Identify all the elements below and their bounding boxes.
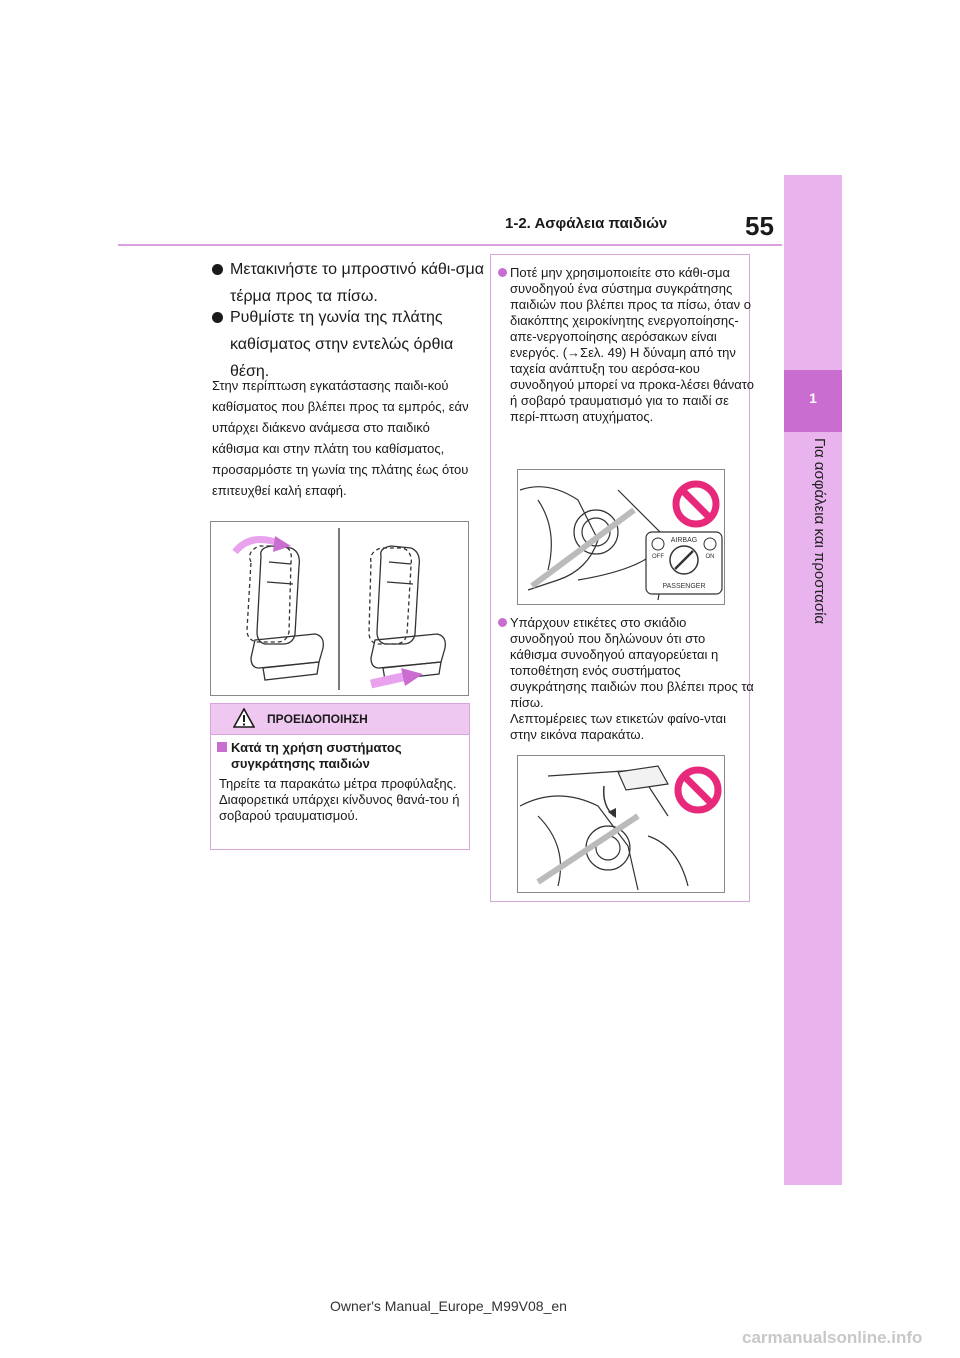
sun-visor-illustration <box>518 756 724 892</box>
warning-text <box>219 776 464 824</box>
airbag-warning-item: Ποτέ μην χρησιμοποιείτε στο κάθι-σμα συνοδηγού ένα σύστημα συγκράτησης παιδιών που βλέπει προς τα πίσω, όταν ο διακόπτης χειροκίνητης ενεργοποίησης-απε-νεργοποίησης αερόσακων είναι ενεργός. (→Σελ. 49) Η δύναμη από την ταχεία ανάπτυξη του αερόσα-κου συνοδηγού μπορεί να προκα-λέσει θάνατο ή σοβαρό τραυματισμό για το παιδί σε περί-πτωση ατυχήματος. <box>498 265 754 425</box>
airbag-label: AIRBAG <box>670 537 698 544</box>
warning-triangle-icon <box>233 708 255 728</box>
bullet-adjust-angle: Ρυθμίστε τη γωνία της πλάτης καθίσματος στην εντελώς όρθια θέση. <box>212 304 490 385</box>
on-label: ON <box>705 554 715 560</box>
warning-title: ΠΡΟΕΙΔΟΠΟΙΗΣΗ <box>267 712 368 726</box>
warning-text-line: Διαφορετικά υπάρχει κίνδυνος θανά-του ή σοβαρού τραυματισμού. <box>219 792 460 823</box>
off-label: OFF <box>652 554 664 560</box>
bullet-move-seat: Μετακινήστε το μπροστινό κάθι-σμα τέρμα προς τα πίσω. <box>212 256 490 310</box>
sun-visor-text: Υπάρχουν ετικέτες στο σκιάδιο συνοδηγού που δηλώνουν ότι στο κάθισμα συνοδηγού απαγορεύεται η τοποθέτηση ενός συστήματος συγκράτησης παιδιών που βλέπει προς τα πίσω. <box>510 615 754 710</box>
instruction-paragraph: Στην περίπτωση εγκατάστασης παιδι-κού καθίσματος που βλέπει προς τα εμπρός, εάν υπάρχει διάκενο ανάμεσα στο παιδικό κάθισμα και στην πλάτη του καθίσματος, προσαρμόστε τη γωνία της πλάτης έως ότου επιτευχθεί καλή επαφή. <box>212 378 469 498</box>
sun-visor-figure <box>517 755 725 893</box>
page-number: 55 <box>745 211 774 241</box>
seat-adjust-figure <box>210 521 469 696</box>
warning-box <box>210 703 470 850</box>
chapter-label: Για ασφάλεια και προστασία <box>811 438 828 625</box>
chapter-number: 1 <box>809 390 817 406</box>
footer-text: Owner's Manual_Europe_M99V08_en <box>330 1298 567 1314</box>
airbag-switch-figure <box>517 469 725 605</box>
passenger-label: PASSENGER <box>662 583 706 590</box>
right-warning-box <box>490 254 754 902</box>
warning-header <box>211 704 469 735</box>
airbag-switch-illustration <box>518 470 724 604</box>
seat-illustration <box>211 522 468 695</box>
section-title: 1-2. Ασφάλεια παιδιών <box>505 215 668 232</box>
header-divider <box>118 244 782 246</box>
warning-text-line: Τηρείτε τα παρακάτω μέτρα προφύλαξης. <box>219 776 457 791</box>
watermark: carmanualsonline.info <box>742 1328 923 1347</box>
sun-visor-label-item <box>498 615 754 743</box>
sun-visor-text-details: Λεπτομέρειες των ετικετών φαίνο-νται στην εικόνα παρακάτω. <box>510 711 726 742</box>
warning-subtitle: Κατά τη χρήση συστήματος συγκράτησης παιδιών <box>217 740 476 772</box>
chapter-side-tab <box>784 175 842 1185</box>
